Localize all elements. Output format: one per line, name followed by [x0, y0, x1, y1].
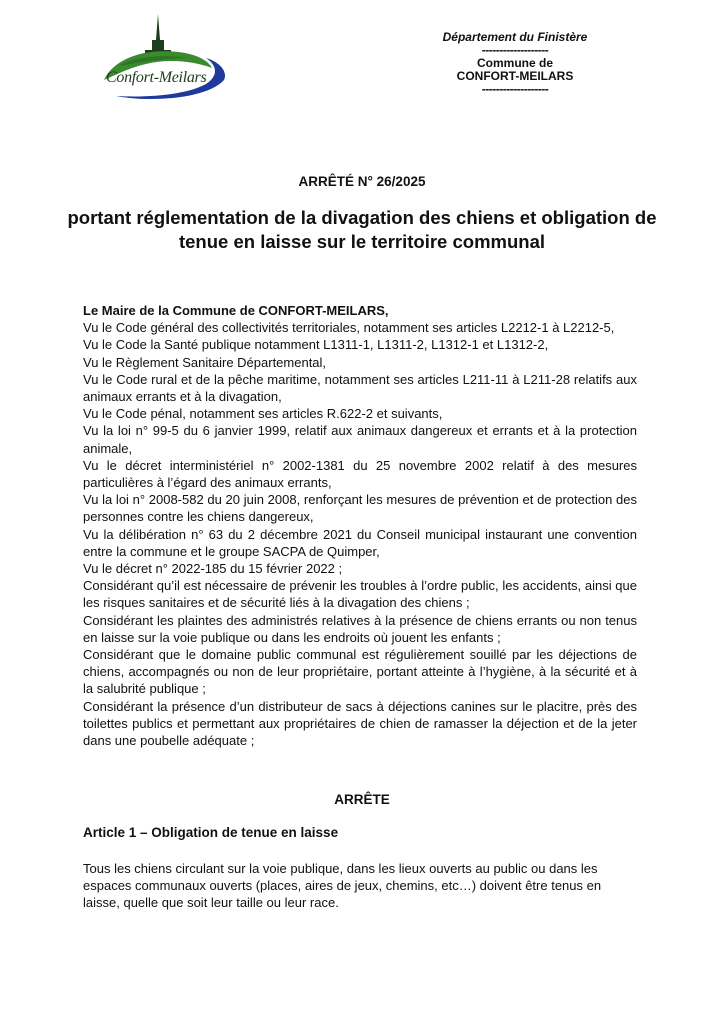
preamble-item: Vu le Code rural et de la pêche maritime, notamment ses articles L211-11 à L211-28 relatifs aux animaux errants et à la divagation,: [83, 371, 637, 405]
divider-bottom: -------------------: [481, 82, 549, 96]
logo-text: Confort-Meilars: [106, 69, 207, 86]
article-1-title: Article 1 – Obligation de tenue en laisse: [83, 825, 339, 840]
preamble: [83, 302, 637, 749]
preamble-item: Vu le Code la Santé publique notamment L1311-1, L1311-2, L1312-1 et L1312-2,: [83, 337, 549, 353]
arrete-number: ARRÊTÉ N° 26/2025: [298, 174, 426, 189]
preamble-item: Considérant que le domaine public communal est régulièrement souillé par les déjections de chiens, accompagnés ou non de leur propriétaire, portant atteinte à l’hygiène, à la sécurité et à la salubrité publique ;: [83, 647, 637, 697]
preamble-item: Vu le Code général des collectivités territoriales, notamment ses articles L2212-1 à L2212-5,: [83, 320, 615, 336]
commune-logo: [96, 10, 236, 102]
arrete-heading: ARRÊTE: [334, 792, 390, 807]
divider-top: -------------------: [481, 43, 549, 57]
article-1-text: Tous les chiens circulant sur la voie publique, dans les lieux ouverts au public ou dans les espaces communaux ouverts (places, aires de jeux, chemins, etc…) doivent être tenus en laisse, quelle que soit leur taille ou leur race.: [83, 861, 602, 911]
church-spire-icon: [156, 14, 160, 40]
preamble-item: Vu le décret interministériel n° 2002-1381 du 25 novembre 2002 relatif à des mesures particulières à l’égard des animaux errants,: [83, 457, 637, 491]
preamble-item: Vu la loi n° 2008-582 du 20 juin 2008, renforçant les mesures de prévention et de protection des personnes contre les chiens dangereux,: [83, 492, 637, 525]
preamble-item: Considérant les plaintes des administrés relatives à la présence de chiens errants ou non tenus en laisse sur la voie publique ou dans les endroits où jouent les enfants ;: [83, 612, 637, 645]
preamble-lead: Le Maire de la Commune de CONFORT-MEILARS,: [83, 303, 389, 318]
header-block: [410, 31, 620, 96]
document-title: portant réglementation de la divagation des chiens et obligation de tenue en laisse sur le territoire communal: [67, 207, 657, 252]
department-label: Département du Finistère: [442, 30, 588, 44]
preamble-item: Vu la loi n° 99-5 du 6 janvier 1999, relatif aux animaux dangereux et errants et à la protection animale,: [83, 423, 637, 456]
preamble-item: Vu le décret n° 2022-185 du 15 février 2022 ;: [83, 561, 343, 577]
commune-name: CONFORT-MEILARS: [456, 69, 574, 83]
preamble-item: Considérant la présence d’un distributeur de sacs à déjections canines sur le placitre, près des toilettes publics et permettant aux propriétaires de chien de ramasser la déjection et de la jeter dans une poubelle adéquate ;: [83, 698, 637, 749]
logo-graphic: [96, 10, 236, 102]
preamble-item: Considérant qu’il est nécessaire de prévenir les troubles à l’ordre public, les accidents, ainsi que les risques sanitaires et de sécurité liés à la divagation des chiens ;: [83, 578, 637, 611]
preamble-item: Vu le Code pénal, notamment ses articles R.622-2 et suivants,: [83, 406, 443, 422]
preamble-item: Vu le Règlement Sanitaire Départemental,: [83, 354, 327, 370]
commune-line: Commune de: [476, 56, 553, 70]
preamble-item: Vu la délibération n° 63 du 2 décembre 2021 du Conseil municipal instaurant une convention entre la commune et le groupe SACPA de Quimper,: [83, 526, 637, 559]
